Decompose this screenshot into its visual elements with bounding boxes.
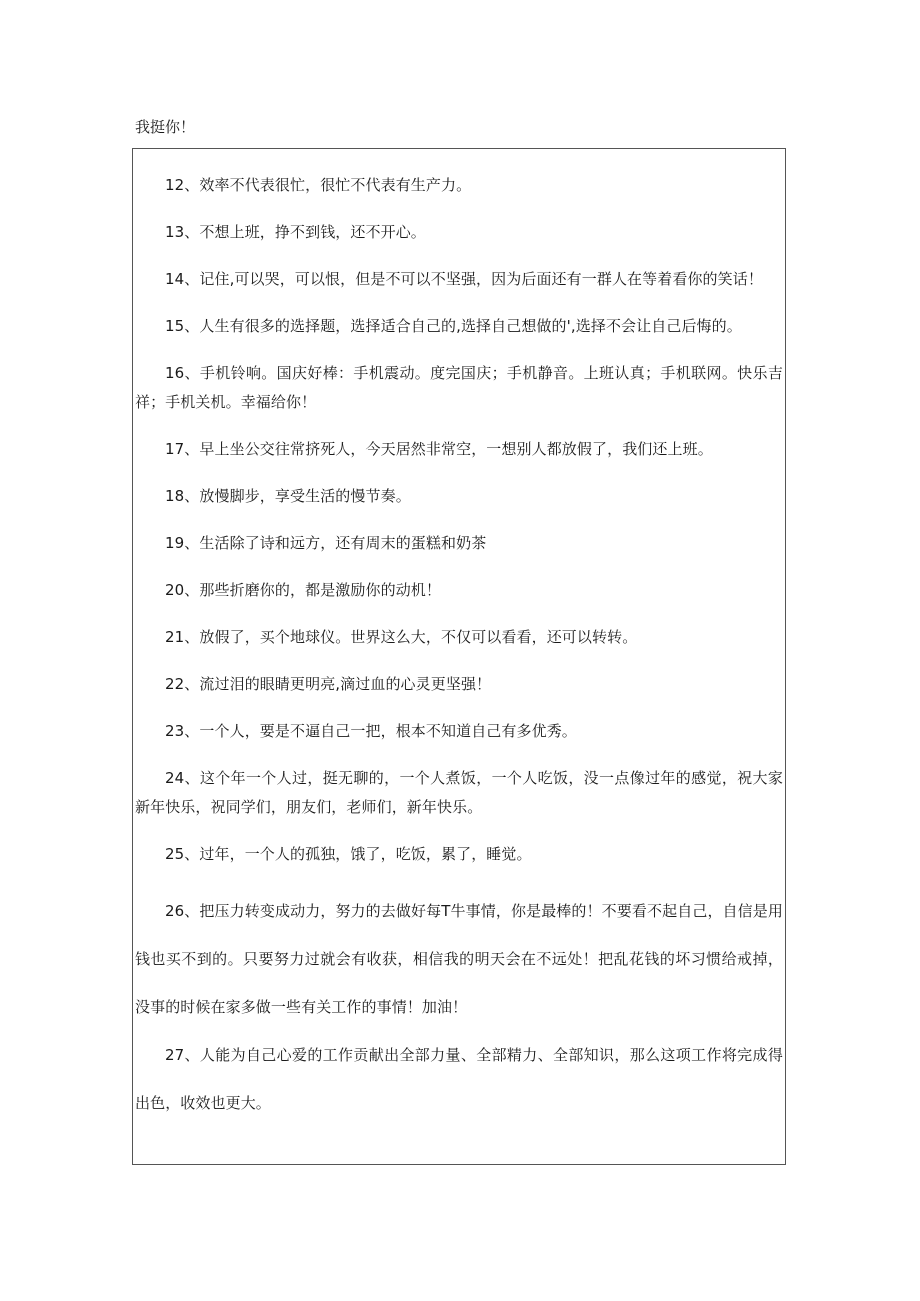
list-item: 16、手机铃响。国庆好棒：手机震动。度完国庆；手机静音。上班认真；手机联网。快乐吉祥；手机关机。幸福给你！ <box>135 364 783 411</box>
list-item: 27、人能为自己心爱的工作贡献出全部力量、全部精力、全部知识，那么这项工作将完成得出色，收效也更大。 <box>135 1046 783 1112</box>
list-item: 14、记住,可以哭，可以恨，但是不可以不坚强，因为后面还有一群人在等着看你的笑话！ <box>165 270 763 288</box>
list-item: 18、放慢脚步，享受生活的慢节奏。 <box>165 487 411 505</box>
quote-list-box <box>132 148 786 1165</box>
list-item: 12、效率不代表很忙，很忙不代表有生产力。 <box>165 176 472 194</box>
list-item: 23、一个人，要是不逼自己一把，根本不知道自己有多优秀。 <box>165 722 577 740</box>
intro-text: 我挺你！ <box>135 118 196 136</box>
list-item: 24、这个年一个人过，挺无聊的，一个人煮饭，一个人吃饭，没一点像过年的感觉，祝大家新年快乐，祝同学们，朋友们，老师们，新年快乐。 <box>135 769 783 816</box>
list-item: 25、过年，一个人的孤独，饿了，吃饭，累了，睡觉。 <box>165 845 532 863</box>
list-item: 13、不想上班，挣不到钱，还不开心。 <box>165 223 426 241</box>
list-item: 17、早上坐公交往常挤死人，今天居然非常空，一想别人都放假了，我们还上班。 <box>165 440 713 458</box>
list-item: 26、把压力转变成动力，努力的去做好每T牛事情，你是最棒的！不要看不起自己，自信是用钱也买不到的。只要努力过就会有收获，相信我的明天会在不远处！把乱花钱的坏习惯给戒掉，没事的时候在家多做一些有关工作的事情！加油！ <box>135 902 783 1016</box>
list-item: 19、生活除了诗和远方，还有周末的蛋糕和奶茶 <box>165 534 487 552</box>
list-item: 20、那些折磨你的，都是激励你的动机！ <box>165 581 441 599</box>
list-item: 22、流过泪的眼睛更明亮,滴过血的心灵更坚强！ <box>165 675 492 693</box>
list-item: 15、人生有很多的选择题，选择适合自己的,选择自己想做的',选择不会让自己后悔的。 <box>165 317 742 335</box>
list-item: 21、放假了，买个地球仪。世界这么大，不仅可以看看，还可以转转。 <box>165 628 638 646</box>
